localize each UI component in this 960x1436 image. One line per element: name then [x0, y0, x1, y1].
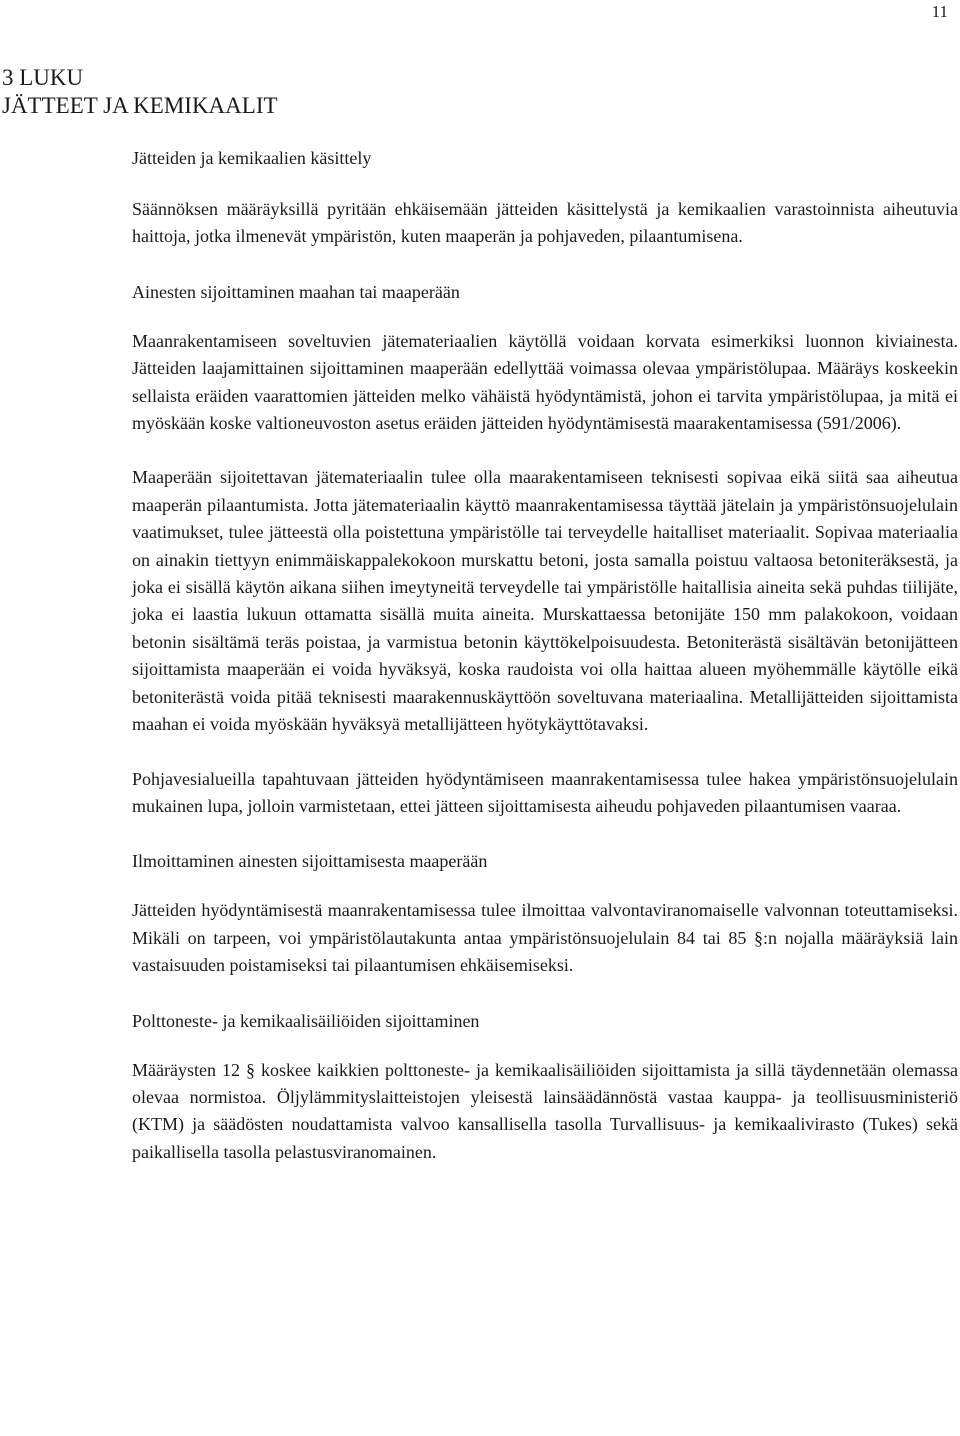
paragraph: Määräysten 12 § koskee kaikkien polttoneste- ja kemikaalisäiliöiden sijoittamista ja sillä täydennetään olemassa olevaa normistoa. Öljylämmityslaitteistojen yleisestä lainsäädännöstä vastaa kauppa- ja teollisuusministeriö (KTM) ja säädösten noudattamista valvoo kansallisella tasolla Turvallisuus- ja kemikaalivirasto (Tukes) sekä paikallisella tasolla pelastusviranomainen. [132, 1059, 958, 1162]
main-content [132, 144, 958, 1166]
chapter-name: JÄTTEET JA KEMIKAALIT [2, 93, 278, 118]
section-heading: Jätteiden ja kemikaalien käsittely [132, 148, 372, 168]
section-heading: Ilmoittaminen ainesten sijoittamisesta maaperään [132, 851, 488, 872]
paragraph: Maanrakentamiseen soveltuvien jätemateriaalien käytöllä voidaan korvata esimerkiksi luonnon kiviainesta. Jätteiden laajamittainen sijoittaminen maaperään edellyttää voimassa olevaa ympäristölupaa. Määräys koskeekin sellaista eräiden vaarattomien jätteiden melko vähäistä hyödyntämistä, johon ei tarvita ympäristölupaa, ja mitä ei myöskään koske valtioneuvoston asetus eräiden jätteiden hyödyntämisestä maarakentamisessa (591/2006). [132, 330, 958, 434]
section-heading: Ainesten sijoittaminen maahan tai maaperään [132, 281, 460, 302]
section-heading: Polttoneste- ja kemikaalisäiliöiden sijoittaminen [132, 1010, 480, 1031]
paragraph: Pohjavesialueilla tapahtuvaan jätteiden hyödyntämiseen maanrakentamisessa tulee hakea ympäristönsuojelulain mukainen lupa, jolloin varmistetaan, ettei jätteen sijoittamisesta aiheudu pohjaveden pilaantumisen vaaraa. [132, 768, 958, 816]
chapter-title [2, 64, 278, 120]
paragraph: Säännöksen määräyksillä pyritään ehkäisemään jätteiden käsittelystä ja kemikaalien varastoinnista aiheutuvia haittoja, jotka ilmenevät ympäristön, kuten maaperän ja pohjaveden, pilaantumisena. [132, 199, 958, 247]
page-number: 11 [931, 2, 948, 21]
paragraph: Maaperään sijoitettavan jätemateriaalin tulee olla maarakentamiseen teknisesti sopivaa eikä siitä saa aiheutua maaperän pilaantumista. Jotta jätemateriaalin käyttö maanrakentamisessa täyttää jätelain ja ympäristönsuojelulain vaatimukset, tulee jätteestä olla poistettuna ympäristölle tai terveydelle haitalliset materiaalit. Sopivaa materiaalia on ainakin tiettyyn enimmäiskappalekokoon murskattu betoni, josta samalla poistuu valtaosa betoniteräksestä, ja joka ei sisällä käytön aikana siihen imeytyneitä terveydelle tai ympäristölle haitallisia aineita sekä puhdas tiilijäte, joka ei laastia lukuun ottamatta sisällä muita aineita. Murskattaessa betonijäte 150 mm palakokoon, voidaan betonin sisältämä teräs poistaa, ja varmistua betonin käyttökelpoisuudesta. Betoniterästä sisältävän betonijätteen sijoittamista maaperään ei voida hyväksyä, koska raudoista voi olla haittaa alueen myöhemmälle käytölle eikä betoniterästä voida pitää teknisesti maarakennuskäyttöön soveltuvana materiaalina. Metallijätteiden sijoittamista maahan ei voida myöskään hyväksyä metallijätteen hyötykäyttötavaksi. [132, 467, 958, 735]
paragraph: Jätteiden hyödyntämisestä maanrakentamisessa tulee ilmoittaa valvontaviranomaiselle valvonnan toteuttamiseksi. Mikäli on tarpeen, voi ympäristölautakunta antaa ympäristönsuojelulain 84 tai 85 §:n nojalla määräyksiä lain vastaisuuden poistamiseksi tai pilaantumisen ehkäisemiseksi. [132, 900, 958, 976]
chapter-number: 3 LUKU [2, 65, 84, 90]
